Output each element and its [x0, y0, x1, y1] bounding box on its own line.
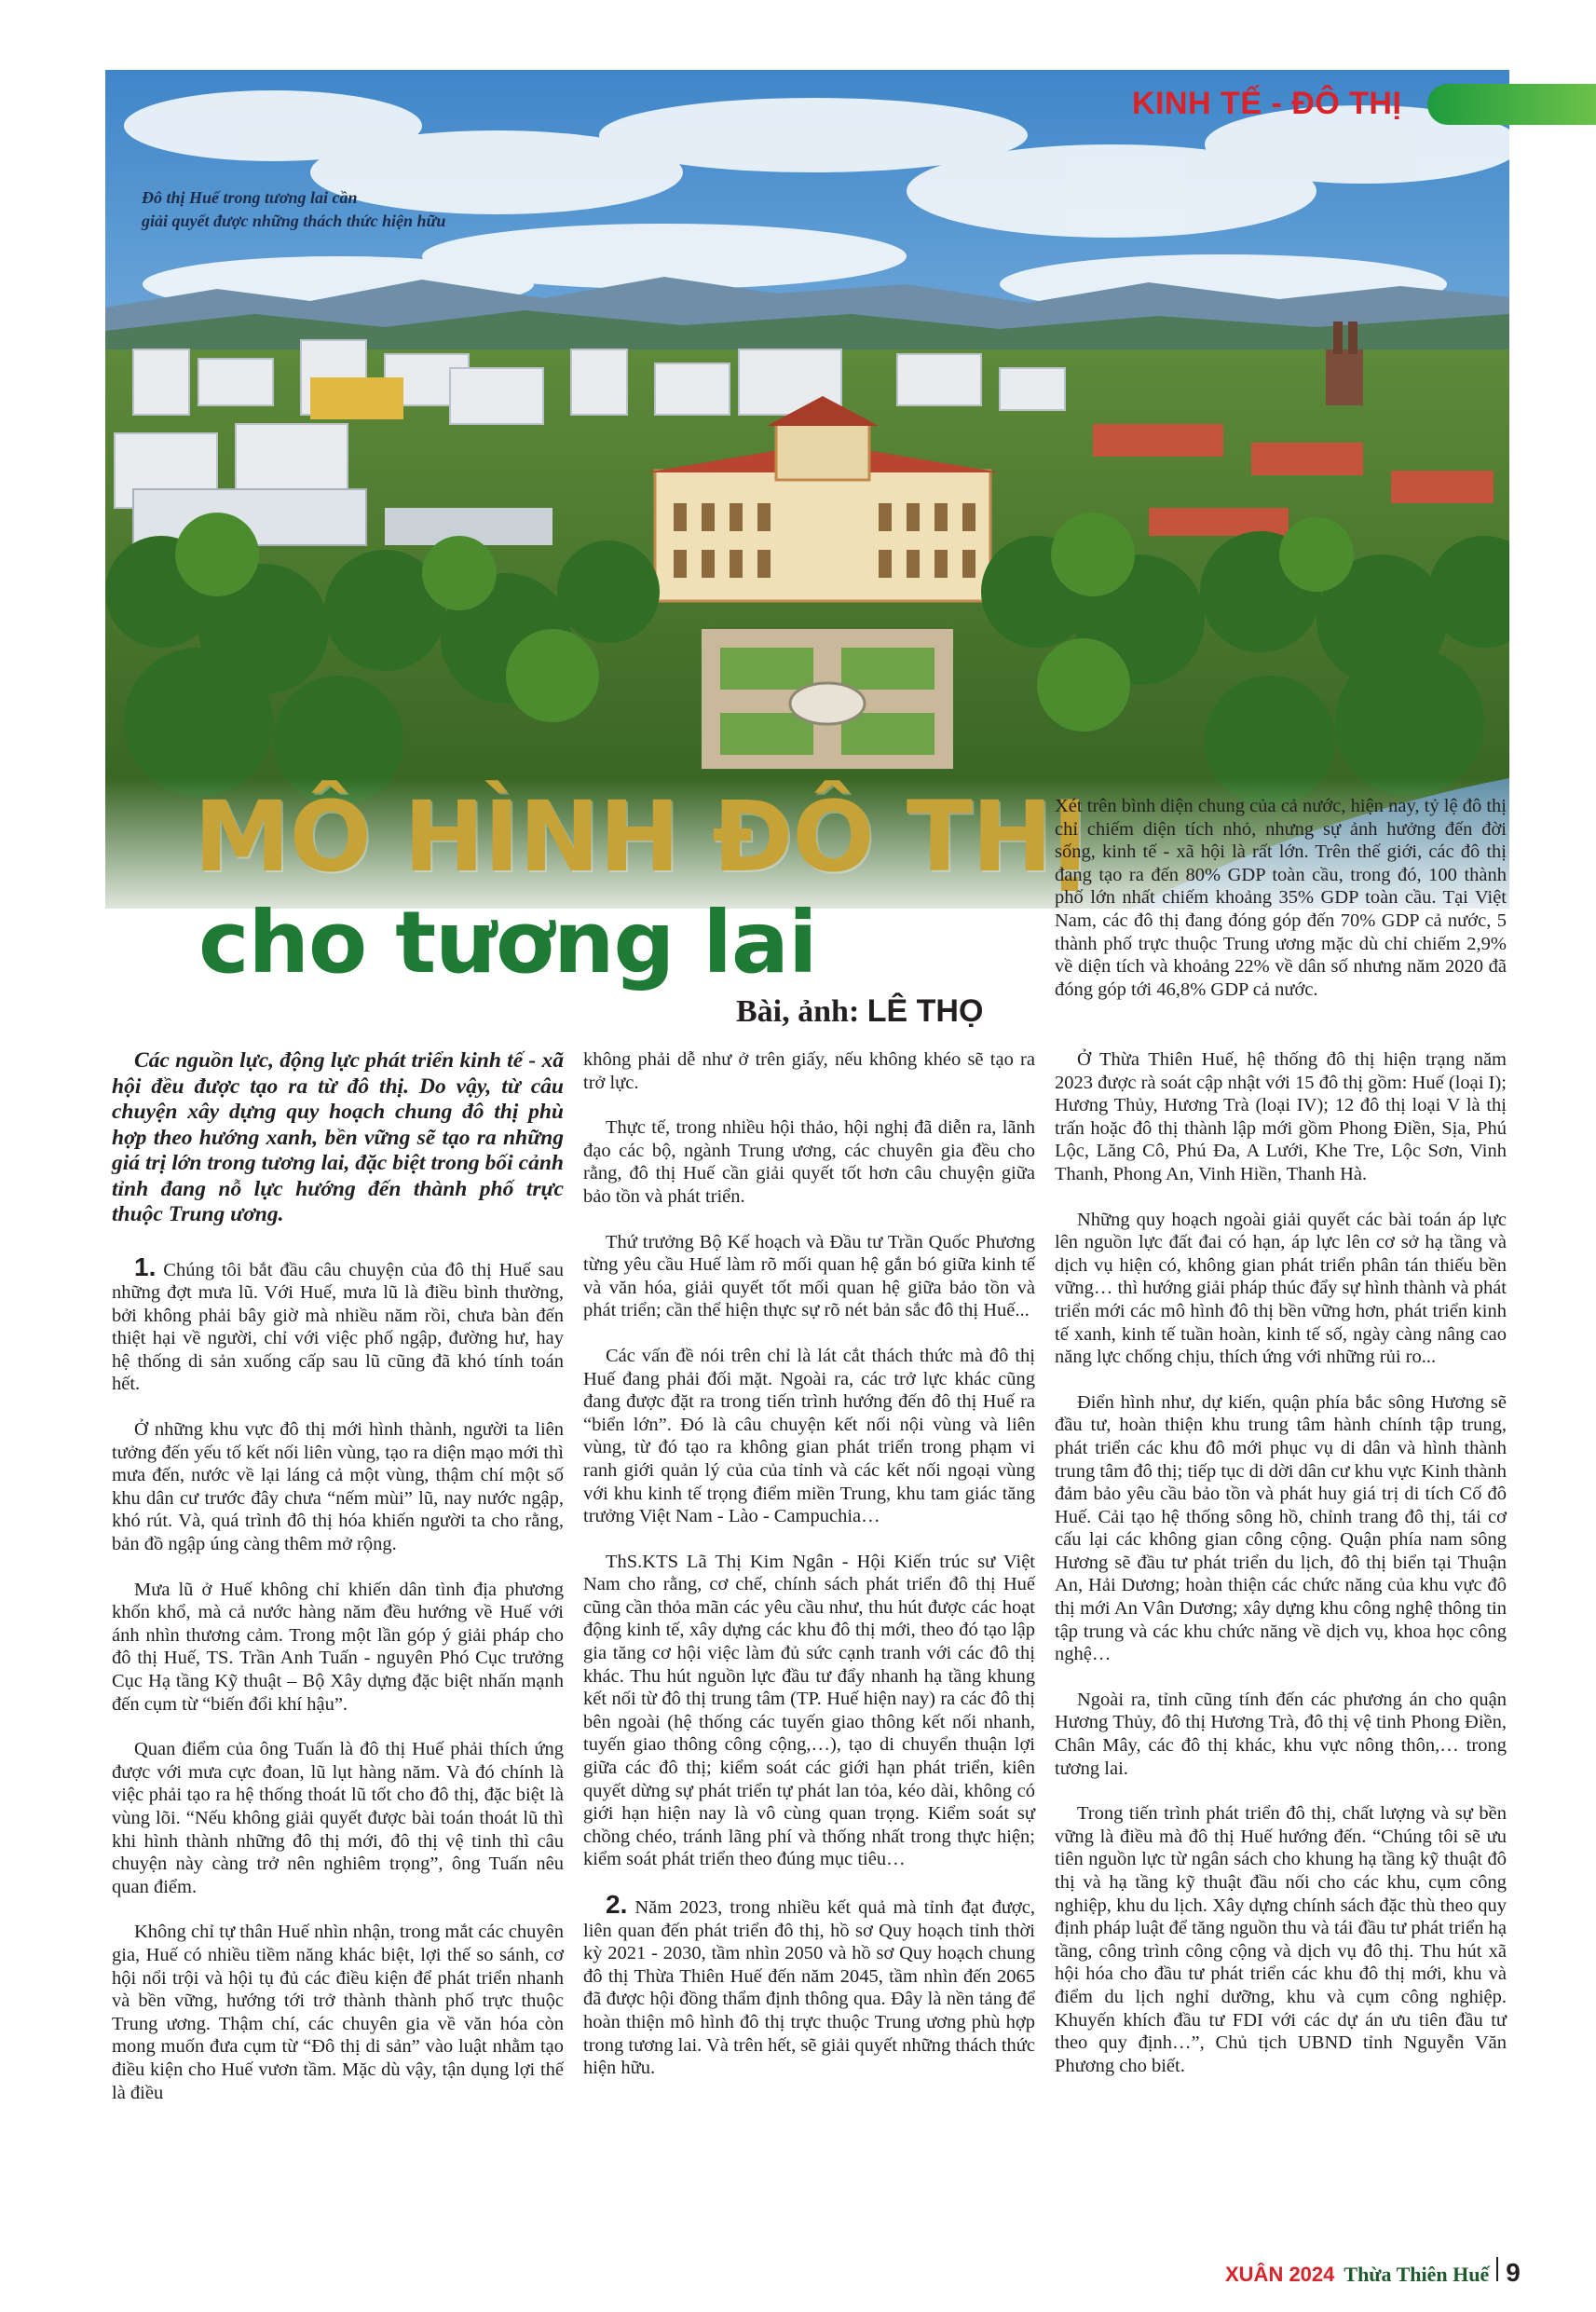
section-number: 1. [134, 1252, 157, 1281]
paragraph: Ở những khu vực đô thị mới hình thành, người ta liên tưởng đến yếu tố kết nối liên vùng, tạo ra diện mạo mới thì mưa đến, nước về lại láng cả một vùng, thậm chí một số khu dân cư trước đây chưa “nếm mùi” lũ, nay nước ngập, khó rút. Và, quá trình đô thị hóa khiến người ta cho rằng, bản đồ ngập úng càng thêm mở rộng. [112, 1419, 564, 1555]
article-column-1 [112, 1048, 564, 2127]
page-footer [1225, 2257, 1521, 2288]
page-number: 9 [1506, 2258, 1521, 2287]
paragraph: Mưa lũ ở Huế không chỉ khiến dân tình địa phương khốn khổ, mà cả nước hàng năm đều hướng về Huế với ánh nhìn thương cảm. Trong một lần góp ý giải pháp cho đô thị Huế, TS. Trần Anh Tuấn - nguyên Phó Cục trưởng Cục Hạ tầng Kỹ thuật – Bộ Xây dựng đặc biệt nhấn mạnh đến cụm từ “biến đổi khí hậu”. [112, 1579, 564, 1715]
photo-caption-line2: giải quyết được những thách thức hiện hữu [142, 212, 446, 230]
paragraph-text: Chúng tôi bắt đầu câu chuyện của đô thị Huế sau những đợt mưa lũ. Với Huế, mưa lũ là điều bình thường, bởi không phải bây giờ mà nhiều năm rồi, chưa bàn đến thiệt hại về người, chỉ với việc phố ngập, đường hư, hay hệ thống di sản xuống cấp sau lũ cũng đã khó tính toán hết. [112, 1259, 564, 1395]
paragraph: ThS.KTS Lã Thị Kim Ngân - Hội Kiến trúc sư Việt Nam cho rằng, cơ chế, chính sách phát triển đô thị Huế cũng cần thỏa mãn các yêu cầu như, thu hút được các hoạt động kinh tế, xây dựng các khu đô thị mới, theo đó tạo lập gia tăng cơ hội việc làm đủ sức cạnh tranh với các đô thị khác. Thu hút nguồn lực đầu tư đẩy nhanh hạ tầng khung kết nối từ đô thị trung tâm (TP. Huế hiện nay) ra các đô thị bên ngoài (hệ thống các tuyến giao thông kết nối nhanh, tuyến giao thông công cộng,…), tạo di chuyển thuận lợi giữa các đô thị; kiểm soát các giới hạn phát triển, kiên quyết dừng sự phát triển tự phát lan tỏa, kéo dài, không có giới hạn hiện nay là vô cùng quan trọng. Kiểm soát sự chồng chéo, tránh lãng phí và thống nhất trong thực hiện; kiểm soát phát triển theo đúng mục tiêu… [583, 1551, 1035, 1870]
paragraph: Không chỉ tự thân Huế nhìn nhận, trong mắt các chuyên gia, Huế có nhiều tiềm năng khác biệt, lợi thế so sánh, cơ hội nổi trội và hội tụ đủ các điều kiện để phát triển nhanh và bền vững, hướng tới trở thành thành phố trực thuộc Trung ương. Thậm chí, các chuyên gia về văn hóa còn mong muốn đưa cụm từ “Đô thị di sản” vào luật nhằm tạo điều kiện cho Huế vươn tầm. Mặc dù vậy, tận dụng lợi thế là điều [112, 1922, 564, 2103]
article-title-line1: MÔ HÌNH ĐÔ THỊ [194, 780, 1087, 894]
paragraph [112, 1252, 564, 1397]
magazine-name: Thừa Thiên Huế [1344, 2263, 1490, 2286]
paragraph: Những quy hoạch ngoài giải quyết các bài toán áp lực lên nguồn lực đất đai có hạn, áp lực lên cơ sở hạ tầng và dịch vụ hiện có, không gian phát triển phân tán thiếu bền vững… thì hướng giải pháp thúc đẩy sự hình thành và phát triển mới các mô hình đô thị bền vững hơn, phát triển kinh tế xanh, kinh tế tuần hoàn, kinh tế số, ngày càng nâng cao năng lực chống chịu, thích ứng với những rủi ro... [1055, 1209, 1507, 1368]
section-tag [1123, 80, 1596, 125]
paragraph-text: Năm 2023, trong nhiều kết quả mà tỉnh đạt được, liên quan đến phát triển đô thị, hồ sơ Quy hoạch tỉnh thời kỳ 2021 - 2030, tầm nhìn 2050 và hồ sơ Quy hoạch chung đô thị Thừa Thiên Huế đến năm 2045, tầm nhìn đến 2065 đã được hội đồng thẩm định thông qua. Đây là nền tảng để hoàn thiện mô hình đô thị trực thuộc Trung ương phù hợp trong tương lai. Và trên hết, sẽ giải quyết những thách thức hiện hữu. [583, 1897, 1036, 2079]
footer-divider [1496, 2257, 1498, 2281]
issue-label: XUÂN 2024 [1225, 2263, 1335, 2286]
paragraph: Điển hình như, dự kiến, quận phía bắc sông Hương sẽ đầu tư, hoàn thiện khu trung tâm hành chính tập trung, phát triển các khu đô mới phục vụ di dân và hình thành trung tâm đô thị; tiếp tục di dời dân cư khu vực Kinh thành đảm bảo yêu cầu bảo tồn và phát huy giá trị di tích Cố đô Huế. Cải tạo hệ thống sông hồ, chỉnh trang đô thị, tái cơ cấu lại các không gian công cộng. Quận phía nam sông Hương sẽ đầu tư phát triển du lịch, đô thị biển tại Thuận An, Hải Dương; hoàn thiện các chức năng của khu vực đô thị mới An Vân Dương; xây dựng khu công nghệ thông tin tập trung và các khu chức năng về dịch vụ, khoa học công nghệ… [1055, 1391, 1507, 1665]
photo-caption-line1: Đô thị Huế trong tương lai cần [142, 188, 358, 207]
article-title-line2: cho tương lai [198, 893, 817, 992]
lead-paragraph: Các nguồn lực, động lực phát triển kinh tế - xã hội đều được tạo ra từ đô thị. Do vậy, từ câu chuyện xây dựng quy hoạch chung đô thị phù hợp theo hướng xanh, bền vững sẽ tạo ra những giá trị lớn trong tương lai, đặc biệt trong bối cảnh tỉnh đang nỗ lực hướng đến thành phố trực thuộc Trung ương. [112, 1048, 564, 1226]
byline [736, 993, 983, 1030]
section-number: 2. [606, 1890, 628, 1919]
intro-overlay-paragraph: Xét trên bình diện chung của cả nước, hiện nay, tỷ lệ đô thị chỉ chiếm diện tích nhỏ, nhưng sự ảnh hưởng đến đời sống, kinh tế - xã hội là rất lớn. Trên thế giới, các đô thị đang tạo ra đến 80% GDP toàn cầu, trong đó, 100 thành phố lớn nhất chiếm khoảng 35% GDP toàn cầu. Tại Việt Nam, các đô thị đang đóng góp đến 70% GDP cả nước, 5 thành phố trực thuộc Trung ương mặc dù chỉ chiếm 2,9% về diện tích và khoảng 22% về dân số nhưng năm 2020 đã đóng góp tới 46,8% GDP cả nước. [1055, 796, 1507, 1000]
paragraph: Quan điểm của ông Tuấn là đô thị Huế phải thích ứng được với mưa cực đoan, lũ lụt hàng năm. Và đó chính là việc phải tạo ra hệ thống thoát lũ tốt cho đô thị, đặc biệt là vùng lõi. “Nếu không giải quyết được bài toán thoát lũ thì khi hình thành những đô thị mới, đô thị vệ tinh thì câu chuyện này càng trở nên nghiêm trọng”, ông Tuấn nêu quan điểm. [112, 1739, 564, 1897]
paragraph: Ở Thừa Thiên Huế, hệ thống đô thị hiện trạng năm 2023 được rà soát cập nhật với 15 đô thị gồm: Huế (loại I); Hương Thủy, Hương Trà (loại IV); 12 đô thị loại V là thị trấn hoặc đô thị thành lập mới gồm Phong Điền, Sịa, Phú Lộc, Lăng Cô, Phú Đa, A Lưới, Khe Tre, Lộc Sơn, Vinh Thanh, Phong An, Vinh Hiền, Thanh Hà. [1055, 1049, 1507, 1184]
paragraph: Thực tế, trong nhiều hội thảo, hội nghị đã diễn ra, lãnh đạo các bộ, ngành Trung ương, các chuyên gia đều cho rằng, đô thị Huế cần giải quyết tốt hơn câu chuyện giữa bảo tồn và phát triển. [583, 1117, 1035, 1207]
section-tag-bar [1427, 84, 1596, 125]
section-tag-label: KINH TẾ - ĐÔ THỊ [1132, 86, 1402, 121]
byline-prefix: Bài, ảnh: [736, 994, 860, 1029]
paragraph: Các vấn đề nói trên chỉ là lát cắt thách thức mà đô thị Huế đang phải đối mặt. Ngoài ra, các trở lực khác cũng đang được đặt ra trong tiến trình hướng đến đô thị Huế ra “biển lớn”. Đó là câu chuyện kết nối nội vùng và liên vùng, từ đó tạo ra không gian phát triển trong phạm vi ranh giới quản lý của của tỉnh và các kết nối ngoại vùng với khu kinh tế trọng điểm miền Trung, khu tam giác tăng trưởng Việt Nam - Lào - Campuchia… [583, 1345, 1035, 1527]
article-column-2 [583, 1048, 1035, 2102]
article-column-3 [1055, 1048, 1507, 2100]
paragraph: Trong tiến trình phát triển đô thị, chất lượng và sự bền vững là điều mà đô thị Huế hướng đến. “Chúng tôi sẽ ưu tiên nguồn lực từ ngân sách cho khung hạ tầng kỹ thuật đô thị và hạ tầng kỹ thuật đầu nối cho các khu, cụm công nghiệp, khu du lịch. Xây dựng chính sách đặc thù theo quy định pháp luật để tăng nguồn thu và tái đầu tư phát triển hạ tầng, công trình công cộng và dịch vụ đô thị. Thu hút xã hội hóa cho đầu tư phát triển các khu đô thị mới, khu và điểm du lịch nghỉ dưỡng, khu và cụm công nghiệp. Khuyến khích đầu tư FDI với các dự án ưu tiên đầu tư theo quy định…”, Chủ tịch UBND tỉnh Nguyễn Văn Phương cho biết. [1055, 1803, 1507, 2076]
paragraph: không phải dễ như ở trên giấy, nếu không khéo sẽ tạo ra trở lực. [583, 1049, 1035, 1093]
byline-author: LÊ THỌ [866, 993, 984, 1029]
paragraph: Ngoài ra, tỉnh cũng tính đến các phương án cho quận Hương Thủy, đô thị Hương Trà, đô thị vệ tinh Phong Điền, Chân Mây, các đô thị khác, khu vực nông thôn,… trong tương lai. [1055, 1689, 1507, 1779]
paragraph: Thứ trưởng Bộ Kế hoạch và Đầu tư Trần Quốc Phương từng yêu cầu Huế làm rõ mối quan hệ gắn bó giữa kinh tế và văn hóa, giải quyết tốt mối quan hệ giữa bảo tồn và phát triển; cần thể hiện thực sự rõ nét bản sắc đô thị Huế... [583, 1231, 1035, 1321]
paragraph [583, 1890, 1036, 2080]
photo-caption [142, 186, 533, 233]
